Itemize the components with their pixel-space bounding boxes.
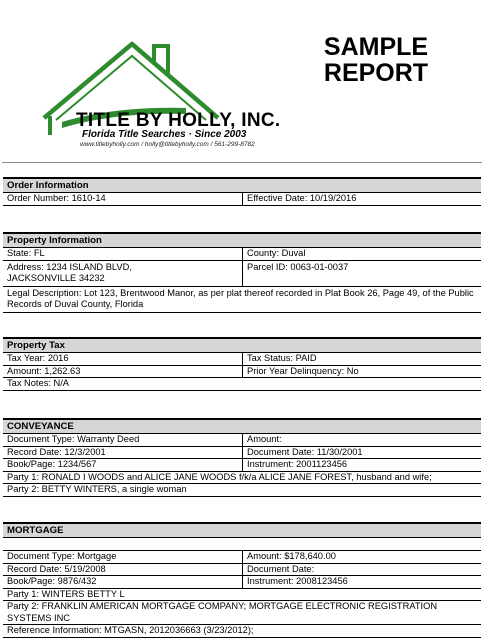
conveyance-party-1: Party 1: RONALD I WOODS and ALICE JANE WOODS f/k/a ALICE JANE FOREST, husband and wife; [7, 471, 432, 482]
state: State: FL [3, 248, 243, 260]
conveyance-amount: Amount: [247, 434, 282, 444]
table-row [3, 353, 481, 366]
mortgage-document-type: Document Type: Mortgage [3, 551, 243, 563]
table-row [3, 261, 481, 287]
table-row [3, 287, 481, 313]
order-number: Order Number: 1610-14 [3, 193, 243, 205]
mortgage-amount: Amount: $178,640.00 [247, 551, 336, 561]
conveyance-heading: CONVEYANCE [3, 418, 481, 434]
prior-year-delinquency: Prior Year Delinquency: No [247, 365, 359, 376]
property-information-heading: Property Information [3, 232, 481, 248]
effective-date: Effective Date: 10/19/2016 [247, 193, 357, 203]
mortgage-heading: MORTGAGE [3, 522, 481, 538]
table-row [3, 378, 481, 391]
tax-amount: Amount: 1,262.63 [3, 366, 243, 378]
table-row [3, 564, 481, 577]
mortgage-section [3, 522, 481, 638]
address: Address: 1234 ISLAND BLVD, JACKSONVILLE 34232 [3, 261, 243, 286]
table-row [3, 576, 481, 589]
table-row [3, 625, 481, 638]
table-row [3, 472, 481, 485]
mortgage-party-2: Party 2: FRANKLIN AMERICAN MORTGAGE COMPANY; MORTGAGE ELECTRONIC REGISTRATION SYSTEMS INC [7, 601, 438, 623]
conveyance-party-2: Party 2: BETTY WINTERS, a single woman [7, 484, 187, 494]
brand-name: TITLE BY HOLLY, INC. [76, 110, 281, 131]
table-row [3, 248, 481, 261]
order-information-section [3, 177, 481, 206]
parcel-id: Parcel ID: 0063-01-0037 [247, 261, 349, 272]
brand-tagline: Florida Title Searches · Since 2003 [82, 129, 247, 140]
property-tax-section [3, 337, 481, 391]
page-header [0, 0, 484, 165]
mortgage-book-page: Book/Page: 9876/432 [3, 576, 243, 588]
order-information-heading: Order Information [3, 177, 481, 193]
table-row [3, 193, 481, 206]
legal-description: Legal Description: Lot 123, Brentwood Manor, as per plat thereof recorded in Plat Book 26, Page 49, of the Public Records of Duval County, Florida [7, 287, 474, 309]
conveyance-section [3, 418, 481, 497]
conveyance-document-type: Document Type: Warranty Deed [3, 434, 243, 446]
mortgage-record-date: Record Date: 5/19/2008 [3, 564, 243, 576]
conveyance-instrument: Instrument: 2001123456 [247, 459, 348, 469]
conveyance-document-date: Document Date: 11/30/2001 [247, 446, 363, 457]
table-row [3, 589, 481, 602]
conveyance-record-date: Record Date: 12/3/2001 [3, 447, 243, 459]
conveyance-book-page: Book/Page: 1234/567 [3, 459, 243, 471]
mortgage-party-1: Party 1: WINTERS BETTY L [7, 588, 125, 599]
table-row [3, 551, 481, 564]
table-row [3, 484, 481, 497]
property-information-section [3, 232, 481, 313]
mortgage-reference-information: Reference Information: MTGASN, 2012036663 (3/23/2012); [7, 625, 254, 635]
county: County: Duval [247, 248, 306, 258]
header-divider [2, 162, 482, 163]
table-row [3, 366, 481, 379]
table-row [3, 434, 481, 447]
mortgage-spacer [3, 538, 481, 551]
property-tax-heading: Property Tax [3, 337, 481, 353]
table-row [3, 601, 481, 625]
tax-year: Tax Year: 2016 [3, 353, 243, 365]
mortgage-instrument: Instrument: 2008123456 [247, 576, 348, 586]
brand-contact: www.titlebyholly.com / holly@titlebyholly.com / 561-299-8782 [80, 141, 255, 148]
table-row [3, 447, 481, 460]
mortgage-document-date: Document Date: [247, 563, 315, 574]
report-title: SAMPLE REPORT [323, 33, 429, 87]
tax-status: Tax Status: PAID [247, 353, 317, 363]
table-row [3, 459, 481, 472]
tax-notes: Tax Notes: N/A [7, 378, 70, 388]
